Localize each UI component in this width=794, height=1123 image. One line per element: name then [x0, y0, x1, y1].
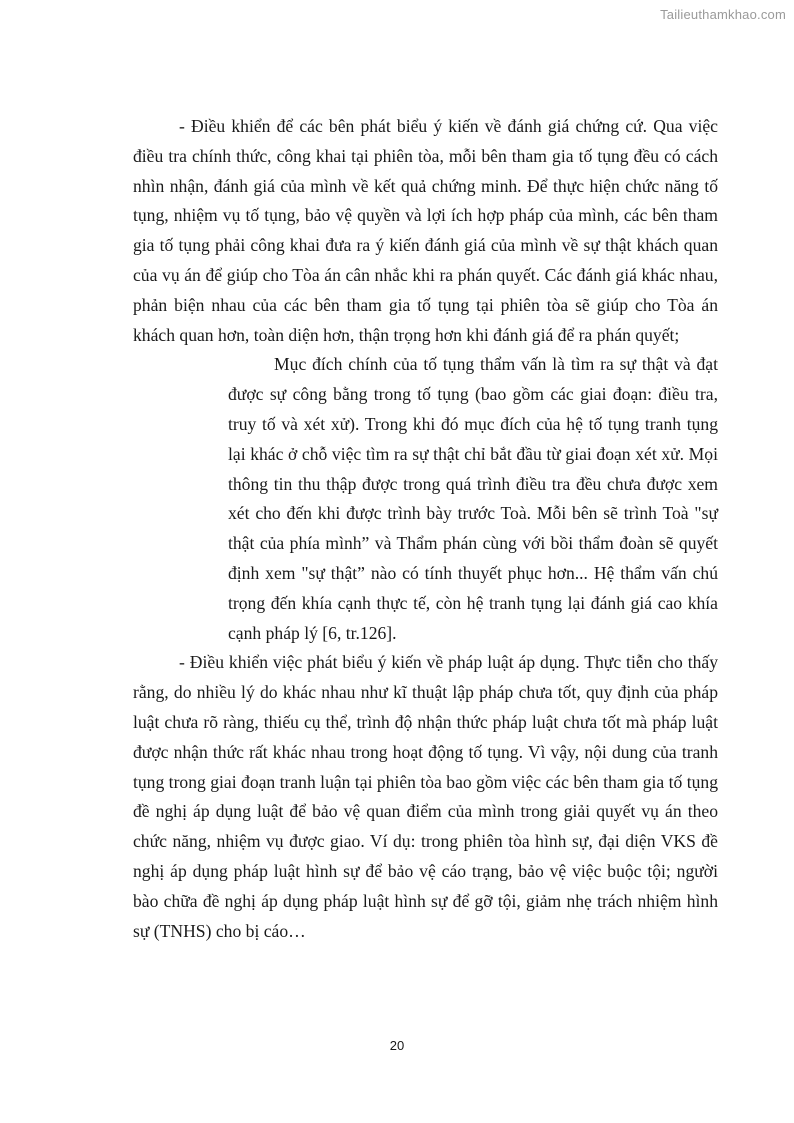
paragraph-applicable-law: - Điều khiển việc phát biểu ý kiến về pháp luật áp dụng. Thực tiễn cho thấy rằng, do nhiều lý do khác nhau như kĩ thuật lập pháp chưa tốt, quy định của pháp luật chưa rõ ràng, thiếu cụ thể, trình độ nhận thức pháp luật chưa tốt mà pháp luật được nhận thức rất khác nhau trong hoạt động tố tụng. Vì vậy, nội dung của tranh tụng trong giai đoạn tranh luận tại phiên tòa bao gồm việc các bên tham gia tố tụng đề nghị áp dụng luật để bảo vệ quan điểm của mình trong giải quyết vụ án theo chức năng, nhiệm vụ được giao. Ví dụ: trong phiên tòa hình sự, đại diện VKS đề nghị áp dụng pháp luật hình sự để bảo vệ cáo trạng, bảo vệ việc buộc tội; người bào chữa đề nghị áp dụng pháp luật hình sự để gỡ tội, giảm nhẹ trách nhiệm hình sự (TNHS) cho bị cáo… — [133, 652, 718, 941]
block-quote-inquisitorial-vs-adversarial: Mục đích chính của tố tụng thẩm vấn là tìm ra sự thật và đạt được sự công bằng trong tố tụng (bao gồm các giai đoạn: điều tra, truy tố và xét xử). Trong khi đó mục đích của hệ tố tụng tranh tụng lại khác ở chỗ việc tìm ra sự thật chỉ bắt đầu từ giai đoạn xét xử. Mọi thông tin thu thập được trong quá trình điều tra đều chưa được xem xét cho đến khi được trình bày trước Toà. Mỗi bên sẽ trình Toà "sự thật của phía mình” và Thẩm phán cùng với bồi thẩm đoàn sẽ quyết định xem "sự thật” nào có tính thuyết phục hơn... Hệ thẩm vấn chú trọng đến khía cạnh thực tế, còn hệ tranh tụng lại đánh giá cao khía cạnh pháp lý [6, tr.126]. — [228, 354, 718, 643]
paragraph-evidence-assessment: - Điều khiển để các bên phát biểu ý kiến về đánh giá chứng cứ. Qua việc điều tra chính thức, công khai tại phiên tòa, mỗi bên tham gia tố tụng đều có cách nhìn nhận, đánh giá của mình về kết quả chứng minh. Để thực hiện chức năng tố tụng, nhiệm vụ tố tụng, bảo vệ quyền và lợi ích hợp pháp của mình, các bên tham gia tố tụng phải công khai đưa ra ý kiến đánh giá của mình về sự thật khách quan của vụ án để giúp cho Tòa án cân nhắc khi ra phán quyết. Các đánh giá khác nhau, phản biện nhau của các bên tham gia tố tụng tại phiên tòa sẽ giúp cho Tòa án khách quan hơn, toàn diện hơn, thận trọng hơn khi đánh giá để ra phán quyết; — [133, 116, 718, 345]
document-body — [133, 112, 718, 946]
page-number: 20 — [389, 1038, 405, 1053]
watermark-text: Tailieuthamkhao.com — [660, 7, 786, 22]
